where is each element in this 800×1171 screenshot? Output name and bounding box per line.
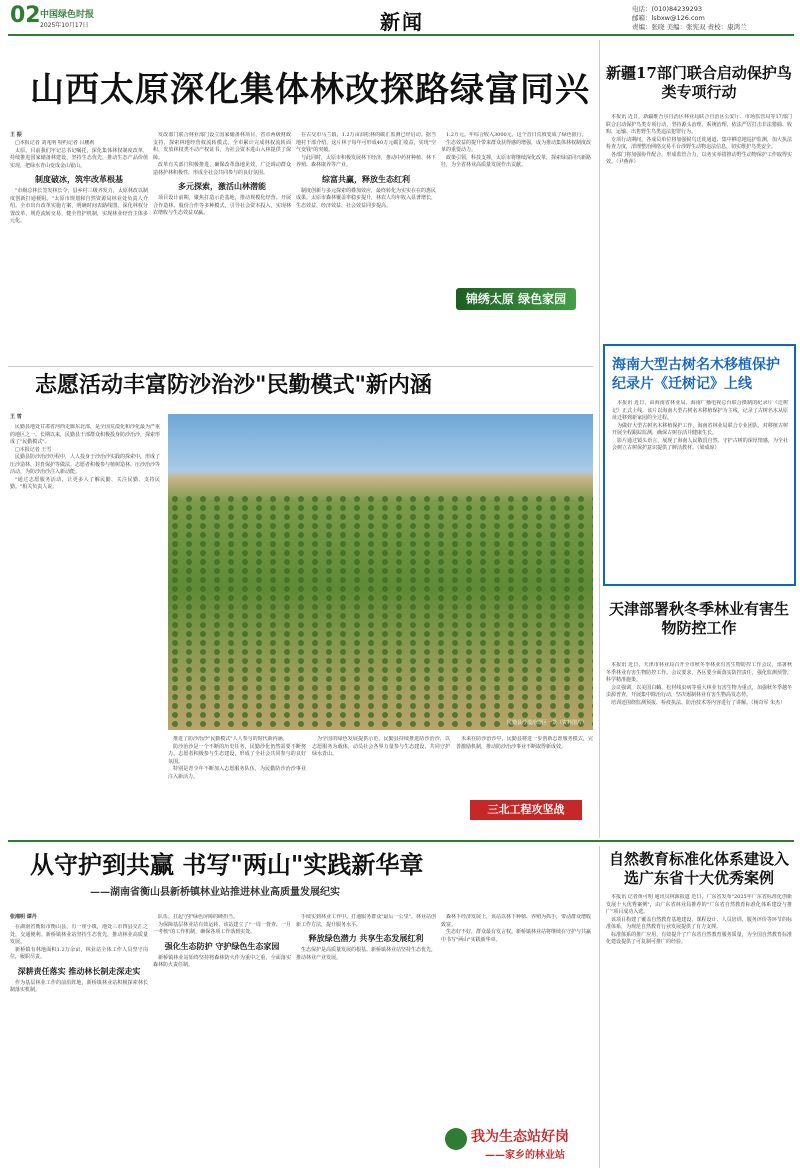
a1-sub1: 制度破冰，筑牢改革根基 xyxy=(35,174,123,184)
a4-headline: 天津部署秋冬季林业有害生物防控工作 xyxy=(608,600,789,637)
a2-body: 本报讯 近日，新疆维吾尔自治区林业局联合自治区公安厅、市场监管局等17部门联合启动保护鸟类专项行动，坚持源头治理、系统治理，依法严厉打击非法猎捕、收购、运输、出售野生鸟类违法犯罪行为。 专项行动期间，各成员单位将加强候鸟迁徙通道、集中栖息地巡护监测，加大执法检查力度，清理整治网络交易平台涉野生动物违法信息，切实维护鸟类安全。 各部门将加强协作配合，形成监管合力，以务实举措推动野生动物保护工作取得实效。（尹燕萍） xyxy=(606,114,792,165)
issue-date: 2025年10月17日 xyxy=(40,22,89,29)
email: 邮箱：lsbxw@126.com xyxy=(632,14,705,22)
a3-headline: 海南大型古树名木移植保护纪录片《迁树记》上线 xyxy=(612,357,780,392)
a1-col3: 在古交市马兰镇，1.2万亩油松林的碳汇监测已经启动。据当地村干部介绍，这片林子每年可形成40万元碳汇收益，实现"空气变钱"的突破。 与此同时，太原市积极发展林下经济，推动中药材种植、林下养殖、森林康养等产业。 综富共赢，释放生态红利 制度创新与多元探索的叠加效应，最终转化为实实在在的惠民成果。太原市森林覆盖率稳步提升，林农人均年收入显著增长，生态效益、经济效益、社会效益同步提高。 xyxy=(296,132,436,209)
a6-byline: 张湘明 谭丹 xyxy=(10,914,37,920)
a6-col2: 队伍，扛起守护绿色屏障的硬担当。 为保障基层林业站有效运转，该站建立了"一周一督查、一月一考核"的工作机制，确保各项工作落到实处。 强化生态防护 守护绿色生态家园 新桥镇林业站始终坚持将森林防火作为重中之重，全面落实森林防火责任制。 xyxy=(153,914,291,968)
paper-name: 中国绿色时报 xyxy=(40,10,95,20)
a1-col2: 发改部门联合林业部门设立国家储备林项目，省市两级财政支持，探索林地经营权流转模式。全市累计完成林权流转面积，发放林权类不动产权证书，为社会资本进山入林提供了保障。 改革有关部门积极推进，确保改革落地见效，广泛调动群众造林护林积极性，形成全社会共同参与的良好氛围。 多元探索，激活山林潜能 项目设计前期，聚焦打造示范基地，推动规模化经营。开展合作造林、股份合作等多种模式，引导社会资本投入，实现林农增收与生态效益双赢。 xyxy=(153,132,291,216)
a5-section-label: 三北工程攻坚战 xyxy=(470,800,582,820)
a3-body: 本报讯 近日，由海南省林业局、海南广播电视总台联合摄制的纪录片《迁树记》正式上线。该片以海南大型古树名木移植保护为主线，记录了古树名木从原址迁移到新家园的全过程。 为做好大型古树名木移植保护工作，海南省林业局联合专业团队，对移植古树开展全程跟踪监测，确保古树存活并健康生长。 影片通过镜头语言，展现了海南人民敬畏自然、守护古树的深厚情感，为全社会树立古树保护意识提供了鲜活教材。（梁成琼） xyxy=(612,400,788,451)
a6-subtitle: ——湖南省衡山县新桥镇林业站推进林业高质量发展纪实 xyxy=(90,887,340,898)
a1-sub3: 综富共赢，释放生态红利 xyxy=(322,173,410,184)
a5-col1: 民勤县地处甘肃省河西走廊东北部，是全国荒漠化和沙化最为严重的地区之一。长期以来，民勤县干部群众积极投身防沙治沙，探索形成了"民勤模式"。 □本报记者 王雪 民勤县防沙治沙历程中，人人投身于沙治沙实践的探索中，形成了压沙造林、封育保护等做法。志愿者积极参与植树造林、压沙治沙等活动，为防沙治沙注入新动能。 "通过志愿服务活动，让更多人了解民勤、关注民勤、支持民勤。"相关负责人说。 xyxy=(10,424,160,490)
shrub-pattern xyxy=(168,414,593,730)
divider xyxy=(8,366,593,367)
a6-col3: 手续实到林业工作中，打通服务群众"最后一公里"。林业站创新工作方法，提升服务水平。 释放绿色潜力 共享生态发展红利 生态保护是高质量发展的根基。新桥镇林业站坚持生态优先，推动林业产业发展。 xyxy=(296,914,436,961)
label-main: 我为生态站好岗 xyxy=(471,1129,569,1145)
a1-col1: □本报记者 刘兆明 特约记者 吕鹏莉 太原，目前我们牢记总书记嘱托，深化集体林权制度改革，持续推进国家储备林建设，坚持生态优先，推动生态产品价值实现，把绿水青山变成金山银山。 制度破冰，筑牢改革根基 "市级总林长签发林长令，县乡村三级齐发力，太原林改以制度创新打通梗阻。"太原市规划和自然资源局林业处负责人介绍。全市出台改革实施方案，明确时间表路线图，深化林权分置改革，规范流转交易，健全管护机制，实现林业经营主体多元化。 xyxy=(10,140,148,224)
a6-col1: 在湖南省衡阳市衡山县，有一座小镇，地处三市四县交汇之处，交通便利。新桥镇林业站坚持生态优先，推动林业高质量发展。 新桥镇有林地面积1.2万余亩，林业站全体工作人员坚守岗位，履职尽责。 深耕责任落实 推动林长制走深走实 作为基层林业工作的前沿阵地，新桥镇林业站积极探索林长制落实机制。 xyxy=(10,924,148,993)
masthead-logo xyxy=(10,4,120,34)
a5-col4: 未来在防沙治沙中，民勤县将进一步创新志愿服务模式，完善激励机制，推动防沙治沙事业不断取得新成效。 xyxy=(456,736,593,750)
a1-headline: 山西太原深化集体林改探路绿富同兴 xyxy=(30,70,590,110)
a1-byline: 王 振 xyxy=(10,132,22,138)
desert-photo xyxy=(168,414,593,730)
section-title: 新闻 xyxy=(380,10,424,34)
a6-headline: 从守护到共赢 书写"两山"实践新华章 xyxy=(30,850,424,879)
page-number: 02 xyxy=(10,3,41,28)
a1-section-label: 锦绣太原 绿色家园 xyxy=(456,288,576,310)
a2-headline: 新疆17部门联合启动保护鸟类专项行动 xyxy=(606,64,792,101)
a1-col4: 1.2万元。年综合收入3000元，这个昔日荒坡变成了绿色银行。 生态效益的提升带来群众获得感的增强，成为推动集体林权制度改革的重要动力。 政策引领，科技支撑，太原市将继续深化改革，探索绿富同兴新路径，为全省林业高质量发展作出贡献。 xyxy=(441,132,591,168)
a5-headline: 志愿活动丰富防沙治沙"民勤模式"新内涵 xyxy=(35,372,432,398)
a5-col3: 为全国的绿色发展提供示范，民勤县持续推进防沙治沙，以志愿服务为载体，动员社会各界力量参与生态建设，共同守护绿水青山。 xyxy=(312,736,450,757)
editors: 责编：张晓 美编：张宪双 责校：康鸿兰 xyxy=(632,23,747,31)
a6-sub2: 强化生态防护 守护绿色生态家园 xyxy=(164,940,280,951)
column-rule xyxy=(599,846,600,1168)
a6-section-label xyxy=(445,1124,591,1166)
column-rule xyxy=(599,40,600,838)
a1-sub2: 多元探索，激活山林潜能 xyxy=(178,181,266,191)
label-sub: ——家乡的林业站 xyxy=(485,1150,565,1161)
a5-byline: 王 雪 xyxy=(10,414,22,420)
photo-caption: 民勤县沙漠治理区一景（资料图片） xyxy=(506,720,587,726)
a5-col2: 推进了防沙治沙"民勤模式"人人参与的时代新内涵。 防沙治沙是一个不断的历史任务，民勤沙化仍然需要不断努力。志愿者积极参与生态建设，形成了全社会共同参与的良好氛围。 特别是青少年不断加入志愿服务队伍，为民勤防沙治沙事业注入新活力。 xyxy=(168,736,306,780)
masthead-rule xyxy=(8,34,794,36)
leaf-icon xyxy=(445,1128,467,1150)
contact-info xyxy=(632,5,797,32)
a7-body: 本报讯 记者黄可明 通讯员林源报道 近日，广东省发布"2025年广东省标准化创新发展十大优秀案例"，由广东省林业局推荐的"广东省自然教育标准化体系建设与推广"项目成功入选。 该项目构建了覆盖自然教育基地建设、课程设计、人员培训、服务评价等环节的标准体系，为规范自然教育行业发展提供了有力支撑。 标准体系的推广应用，有效提升了广东省自然教育服务质量，为全国自然教育标准化建设提供了可复制可推广的经验。 xyxy=(606,894,792,945)
a6-sub3: 释放绿色潜力 共享生态发展红利 xyxy=(308,933,424,943)
divider xyxy=(8,840,794,842)
a4-body: 本报讯 近日，天津市林业局召开全市秋冬季林业有害生物防控工作会议，部署秋冬季林业有害生物防控工作。会议要求，各区要全面落实防控责任，强化监测预警，科学精准施策。 会议强调，以美国白蛾、松材线虫病等重大林业有害生物为重点，加强秋冬季越冬虫源普查，开展集中除治行动，坚决遏制林业有害生物高发态势。 培训还围绕监测预报、检疫执法、防治技术等内容进行了讲解。（杨奇军 朱杰） xyxy=(606,662,792,706)
a6-sub1: 深耕责任落实 推动林长制走深走实 xyxy=(17,965,141,976)
a7-headline: 自然教育标准化体系建设入选广东省十大优秀案例 xyxy=(608,850,789,887)
a6-col4: 森林下经济发展上，该站以林下种植、养殖为抓手，带动群众增收致富。 生态好不好，群众最有发言权。新桥镇林业站将继续在守护与共赢中书写"两山"实践新华章。 xyxy=(441,914,591,943)
phone: 电话：(010)84239293 xyxy=(632,5,703,13)
